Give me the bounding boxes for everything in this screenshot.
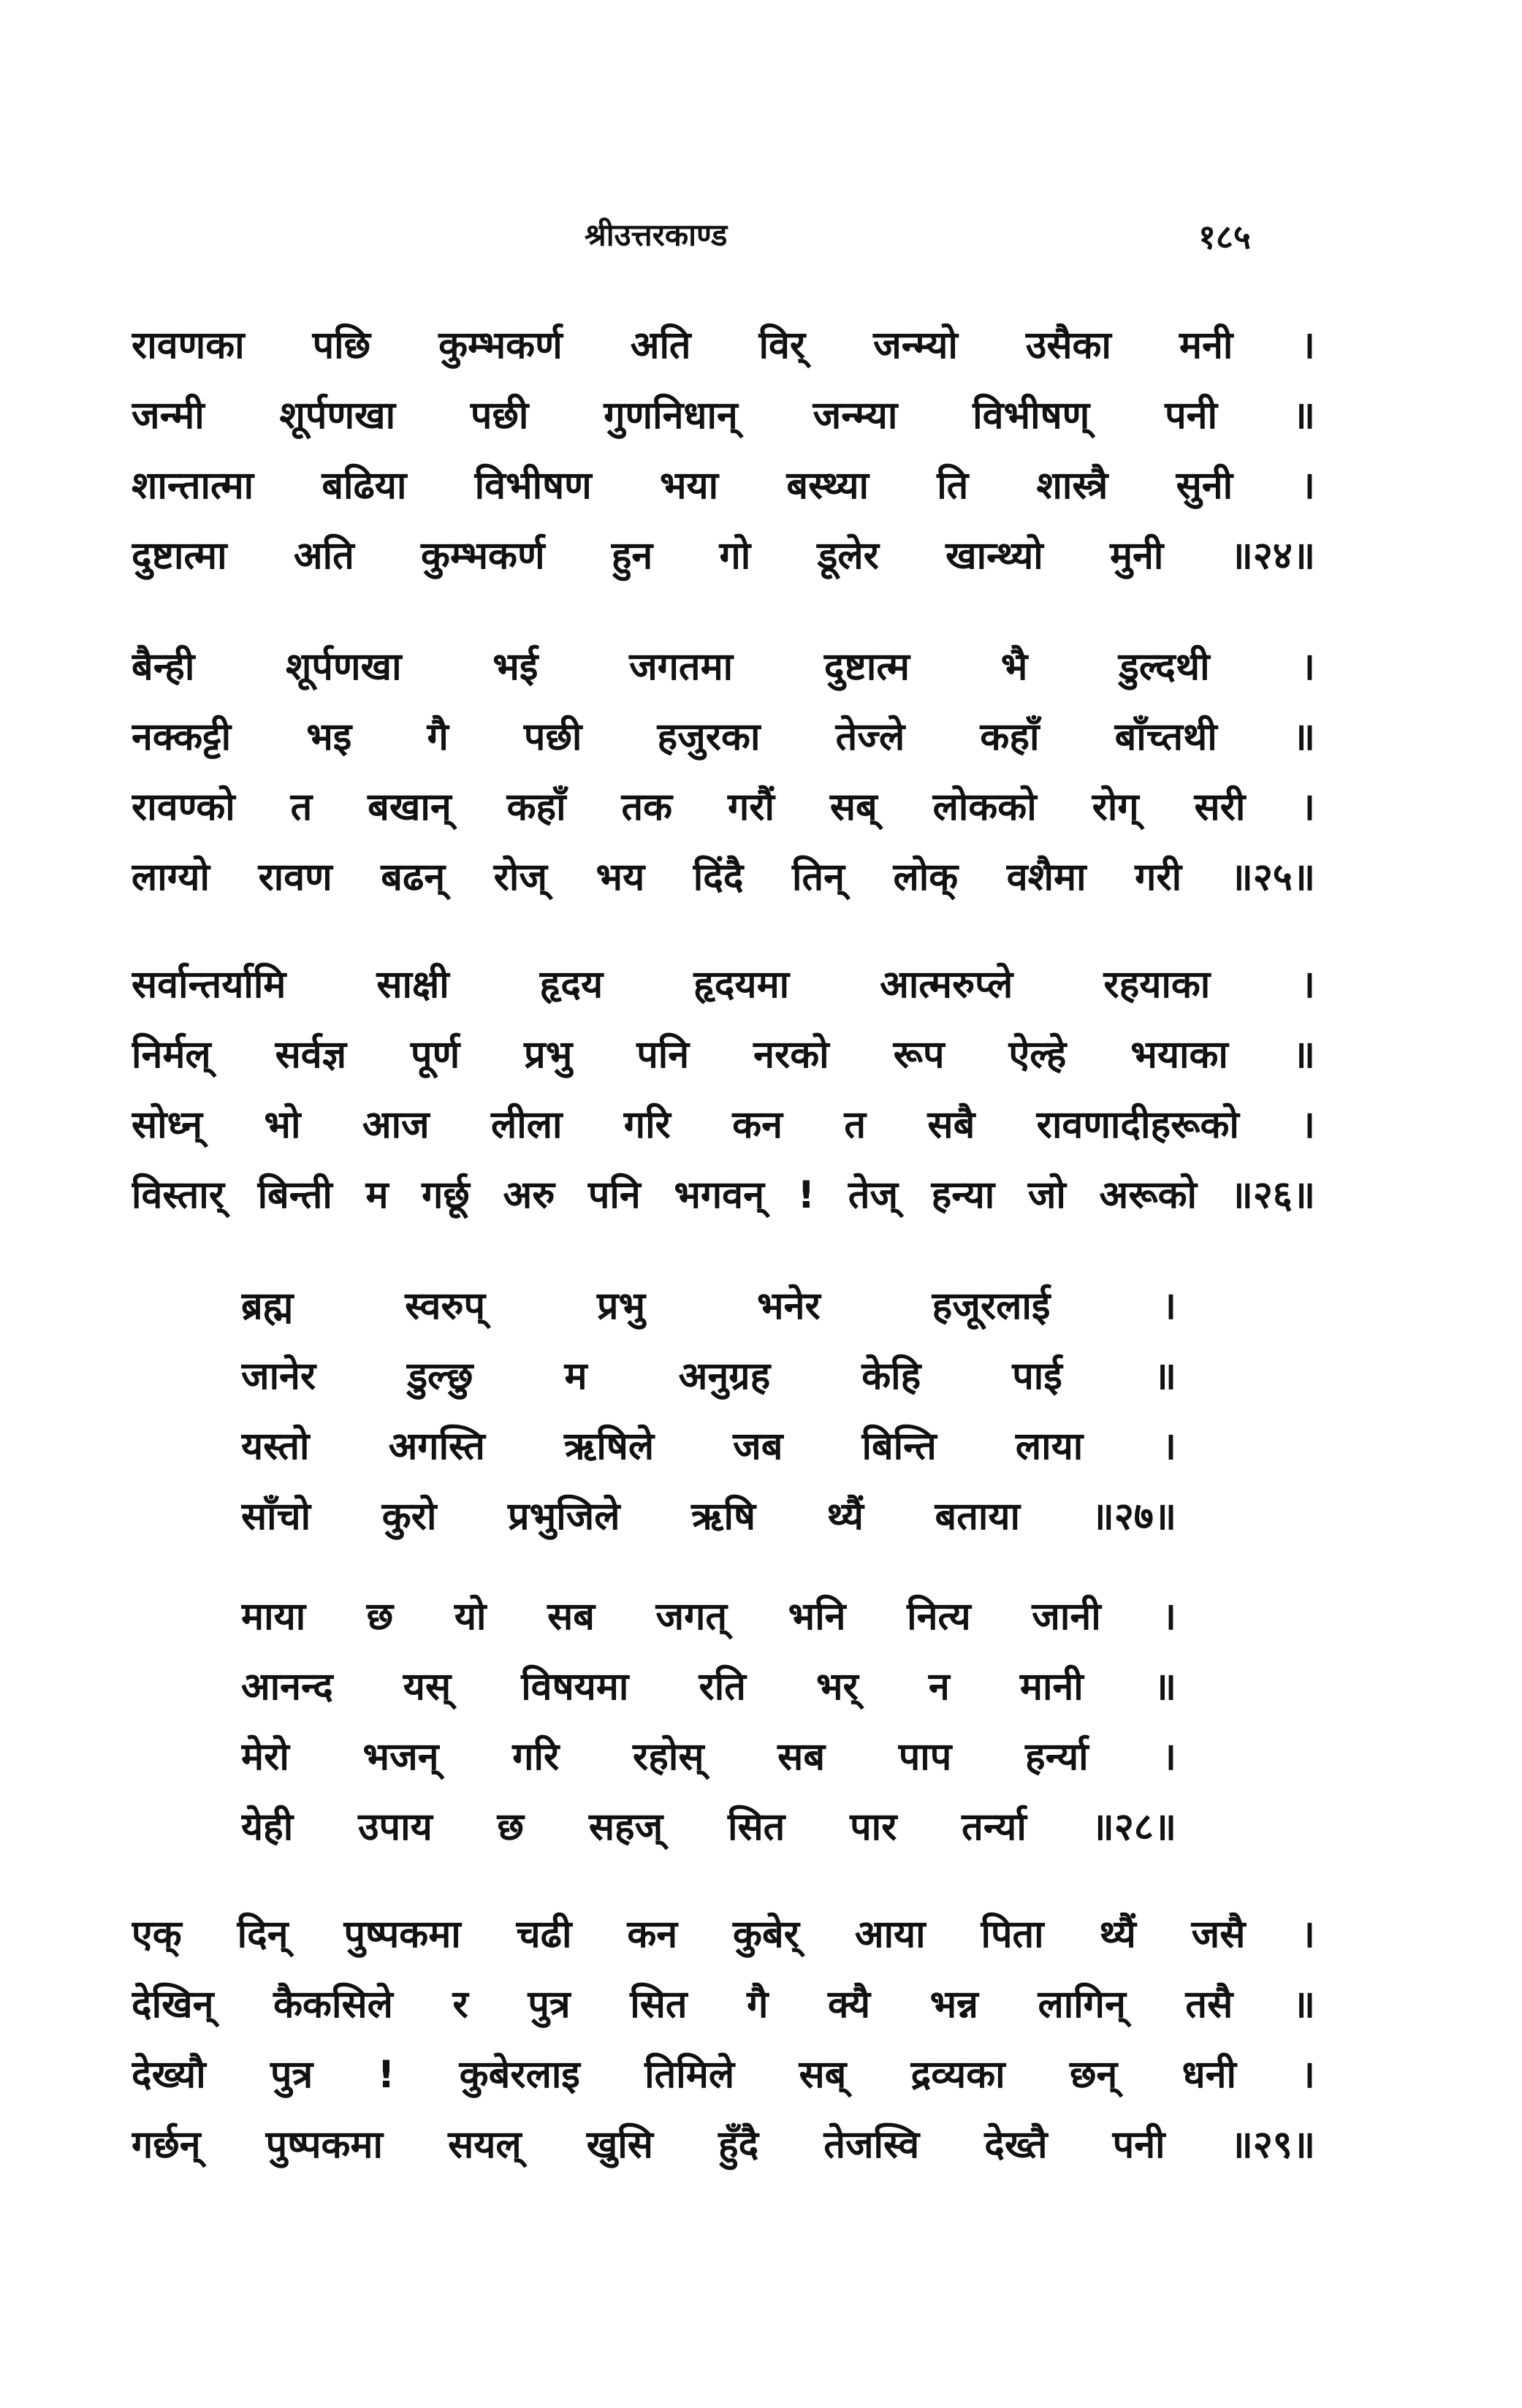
verse-line: विस्तार् बिन्ती म गर्छू अरु पनि भगवन् ! तेज् हन्या जो अरूको ॥२६॥ [132,1173,1315,1217]
page-number: १८५ [1198,217,1251,256]
verse-28 [241,1582,1176,1862]
verse-line: रावण्को त बखान् कहाँ तक गरौं सब् लोकको रोग् सरी । [132,785,1315,829]
verse-line: सर्वान्तर्यामि साक्षी हृदय हृदयमा आत्मरुप्ले रहयाका । [132,963,1315,1007]
verse-line: गर्छन् पुष्पकमा सयल् खुसि हुँदै तेजस्वि देख्तै पनी ॥२९॥ [132,2123,1315,2167]
running-head [0,213,1522,264]
verse-line: यस्तो अगस्ति ऋषिले जब बिन्ति लाया । [241,1425,1176,1468]
verse-25 [132,632,1315,912]
verse-line: ब्रह्म स्वरुप् प्रभु भनेर हजूरलाई । [241,1284,1176,1328]
verse-line: रावणका पछि कुम्भकर्ण अति विर् जन्म्यो उसैका मनी । [132,324,1315,367]
verse-line: साँचो कुरो प्रभुजिले ऋषि थ्यैं बताया ॥२७॥ [241,1495,1176,1539]
verse-line: आनन्द यस् विषयमा रति भर् न मानी ॥ [241,1665,1176,1709]
chapter-title: श्रीउत्तरकाण्ड [585,217,728,253]
verse-line: देखिन् कैकसिले र पुत्र सित गै क्यै भन्न लागिन् तसै ॥ [132,1983,1315,2027]
verse-line: देख्यौ पुत्र ! कुबेरलाइ तिमिले सब् द्रव्यका छन् धनी । [132,2053,1315,2097]
verse-26 [132,950,1315,1230]
verse-line: सोध्न् भो आज लीला गरि कन त सबै रावणादीहरूको । [132,1103,1315,1147]
verse-line: मेरो भजन् गरि रहोस् सब पाप हर्न्या । [241,1735,1176,1779]
verse-line: माया छ यो सब जगत् भनि नित्य जानी । [241,1595,1176,1639]
verse-27 [241,1271,1176,1552]
verse-line: निर्मल् सर्वज्ञ पूर्ण प्रभु पनि नरको रूप ऐल्हे भयाका ॥ [132,1033,1315,1077]
verse-29 [132,1900,1315,2180]
verse-line: एक् दिन् पुष्पकमा चढी कन कुबेर् आया पिता थ्यैं जसै । [132,1913,1315,1956]
verse-line: शान्तात्मा बढिया विभीषण भया बस्थ्या ति शास्त्रै सुनी । [132,464,1315,508]
verse-line: नक्कट्टी भइ गै पछी हजुरका तेज्ले कहाँ बाँच्तथी ॥ [132,715,1315,759]
verse-24 [132,310,1315,591]
verse-line: जानेर डुल्छु म अनुग्रह केहि पाई ॥ [241,1354,1176,1398]
verse-line: लाग्यो रावण बढन् रोज् भय दिंदै तिन् लोक् वशैमा गरी ॥२५॥ [132,856,1315,899]
verse-line: जन्मी शूर्पणखा पछी गुणनिधान् जन्म्या विभीषण् पनी ॥ [132,394,1315,438]
verse-line: दुष्टात्मा अति कुम्भकर्ण हुन गो डूलेर खान्थ्यो मुनी ॥२४॥ [132,534,1315,578]
verse-line: बैन्ही शूर्पणखा भई जगतमा दुष्टात्म भै डुल्दथी । [132,645,1315,689]
verse-line: येही उपाय छ सहज् सित पार तर्न्या ॥२८॥ [241,1805,1176,1849]
